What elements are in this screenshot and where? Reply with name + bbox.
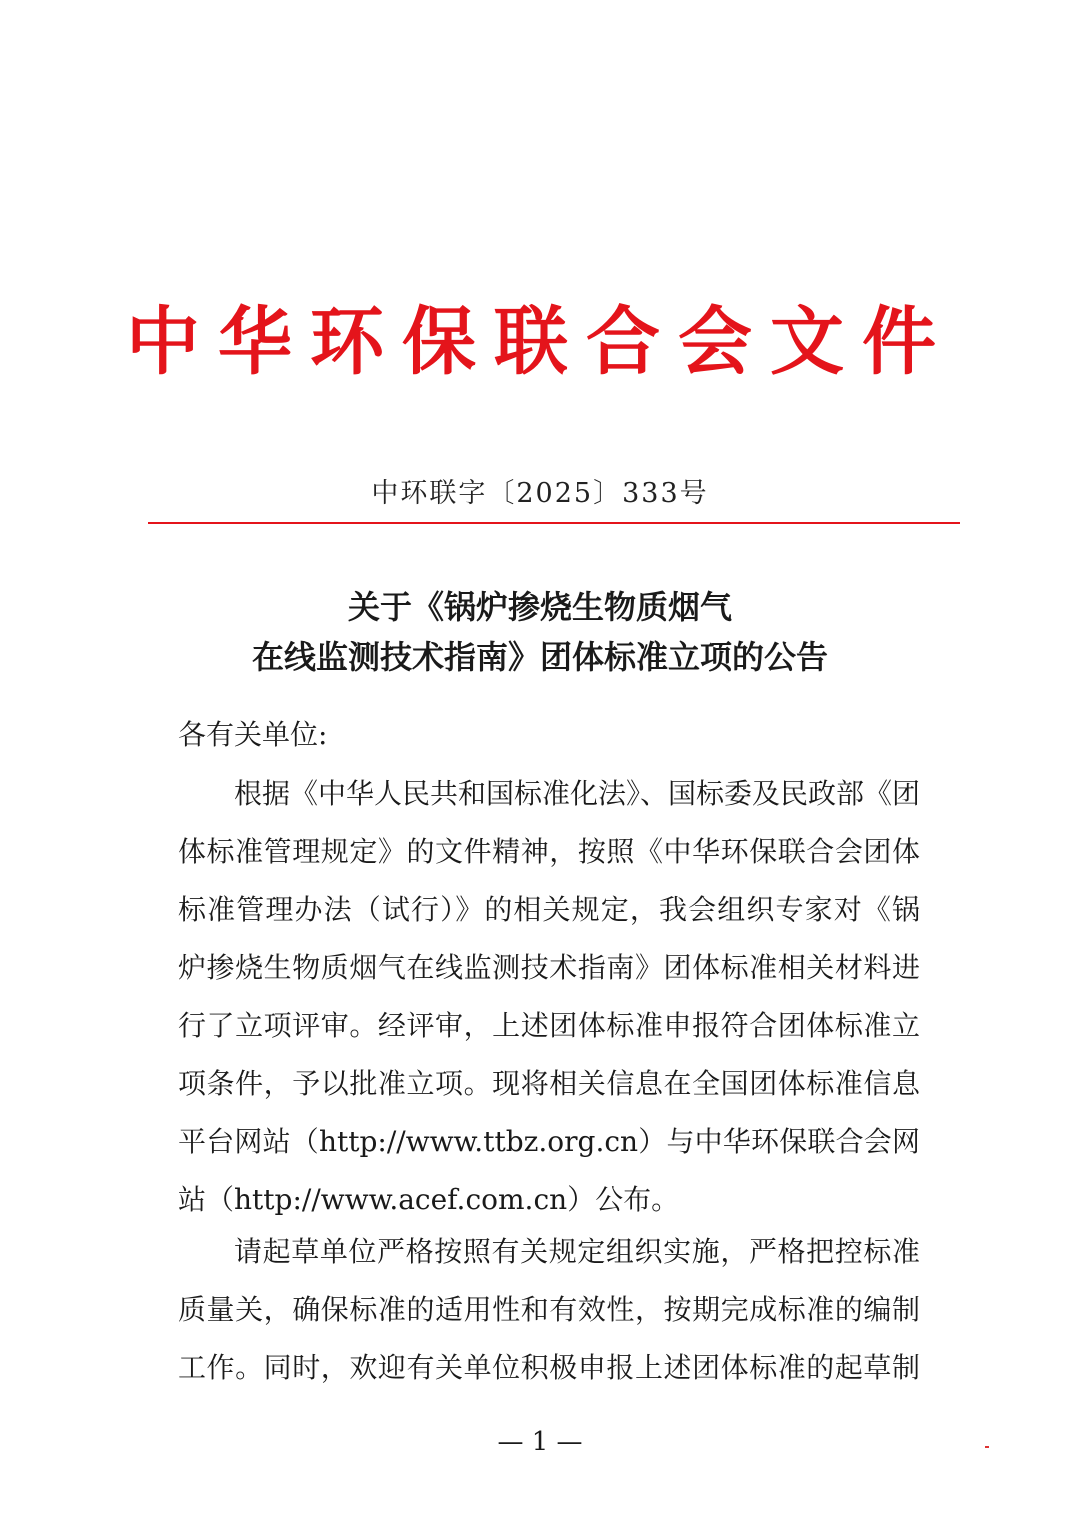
paragraph-line: 体标准管理规定》的文件精神，按照《中华环保联合会团体 [178,835,920,868]
red-divider-line [148,522,960,524]
paragraph-line: 请起草单位严格按照有关规定组织实施，严格把控标准 [234,1235,920,1268]
paragraph-line: 炉掺烧生物质烟气在线监测技术指南》团体标准相关材料进 [178,951,920,984]
document-subject [0,582,1080,682]
paragraph-line: 站（http://www.acef.com.cn）公布。 [178,1183,680,1216]
subject-line-1: 关于《锅炉掺烧生物质烟气 [347,588,732,626]
issuer-title: 中华环保联合会文件 [126,299,954,385]
page-number: — 1 — [497,1427,583,1457]
paragraph-line: 根据《中华人民共和国标准化法》、国标委及民政部《团 [234,777,921,810]
paragraph-line: 质量关，确保标准的适用性和有效性，按期完成标准的编制 [178,1293,920,1326]
document-number: 中环联字〔2025〕333号 [371,478,709,509]
body-paragraph-2 [178,1223,920,1397]
paragraph-line: 平台网站（http://www.ttbz.org.cn）与中华环保联合会网 [178,1125,920,1158]
subject-line-2: 在线监测技术指南》团体标准立项的公告 [251,638,828,676]
paragraph-line: 行了立项评审。经评审，上述团体标准申报符合团体标准立 [178,1009,920,1042]
paragraph-line: 标准管理办法（试行）》的相关规定，我会组织专家对《锅 [178,893,920,926]
salutation: 各有关单位: [178,718,328,751]
body-paragraph-1 [178,765,920,1229]
paragraph-line: 项条件，予以批准立项。现将相关信息在全国团体标准信息 [178,1067,920,1100]
scan-speck [985,1446,989,1448]
paragraph-line: 工作。同时，欢迎有关单位积极申报上述团体标准的起草制 [178,1351,920,1384]
